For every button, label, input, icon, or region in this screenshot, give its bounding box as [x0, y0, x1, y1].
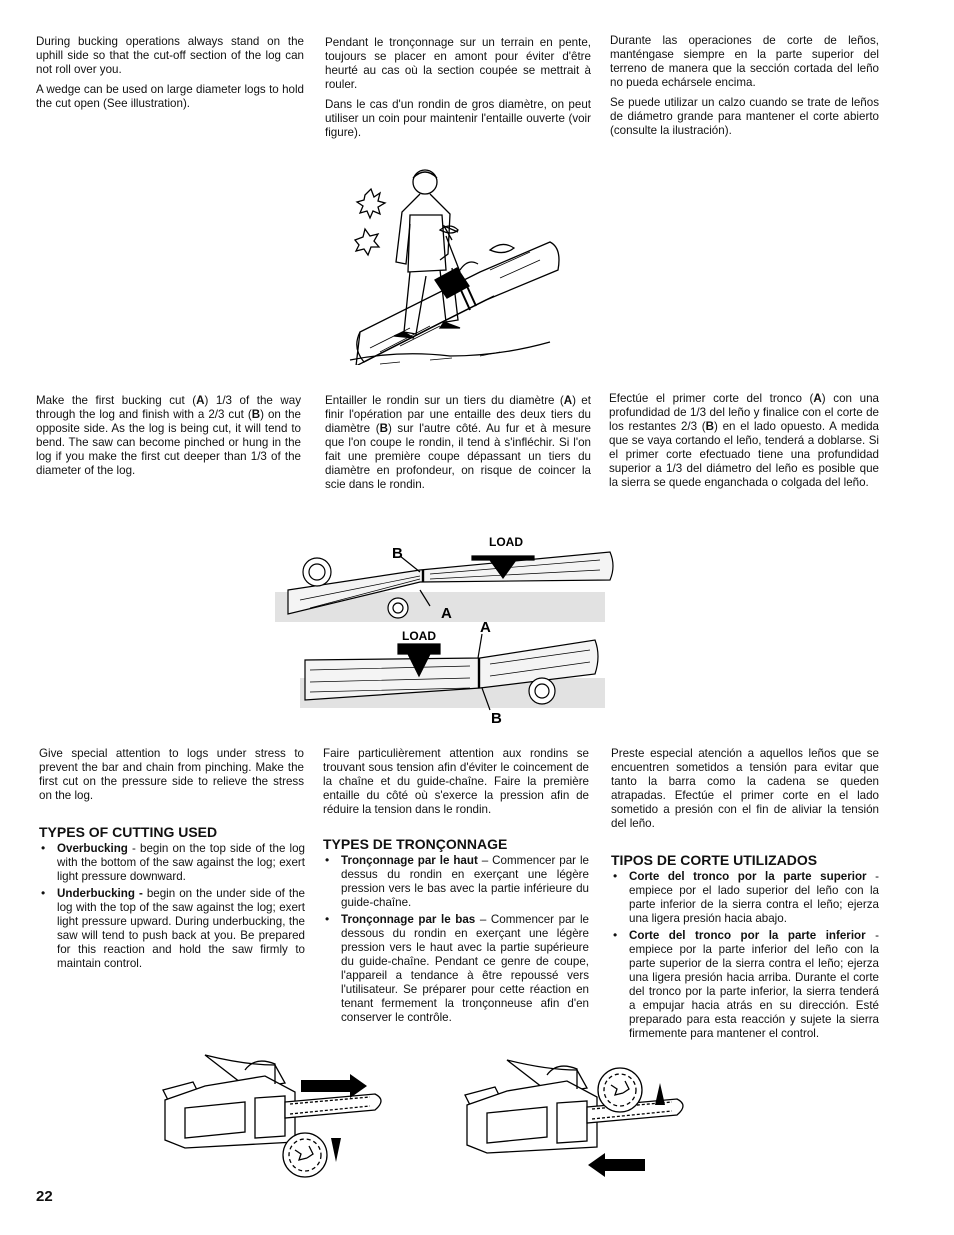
mid-en-t3: ) on the opposite side. As the log is being cut, it will tend to bend. The saw can become pinched or hung in the log if you make the first cut deeper than 1/3 of the diameter of the log.: [36, 408, 301, 477]
list-item: • Underbucking - begin on the under side of the log with the top of the saw against the log; exert light pressure upward. During underbucking, the saw will tend to push back at you. Be prepared for this reaction and hold the saw firmly to maintain control.: [39, 887, 305, 971]
mid-en: [36, 394, 301, 478]
types-list-es: [611, 870, 879, 1044]
top-fr-p2: Dans le cas d'un rondin de gros diamètre, on peut utiliser un coin pour maintenir l'entaille ouverte (voir figure).: [325, 98, 591, 139]
list-item: • Corte del tronco por la parte inferior - empiece por la parte inferior del leño con la parte superior de la sierra contra el leño; ejerza una ligera presión hacia arriba. Durante el corte del tronco por la parte inferior, la sierra tenderá a empujar hacia atrás en su dirección. Esté preparado para esta reacción y sujete la sierra firmemente para mantener el control.: [611, 929, 879, 1041]
mid-es-t2: ) con una profundidad de 1/3 del leño y finalice con el corte de los restantes 2/3 (: [609, 392, 879, 433]
stress-en: [39, 747, 304, 809]
mid-en-b: B: [251, 408, 261, 421]
top-en-p1: During bucking operations always stand on the uphill side so that the cut-off section of the log can not roll over you.: [36, 35, 304, 76]
mid-en-t2: ) 1/3 of the way through the log and finish with a 2/3 cut (: [36, 394, 301, 421]
label-b-bottom: B: [491, 710, 502, 727]
mid-fr-t2: ) et finir l'opération par une entaille des deux tiers du diamètre (: [325, 394, 591, 435]
mid-en-a: A: [196, 394, 205, 407]
stress-en-p: Give special attention to logs under stress to prevent the bar and chain from pinching. Make the first cut on the pressure side to relieve the stress on the log.: [39, 747, 304, 802]
mid-es-t1: Efectúe el primer corte del tronco (: [609, 392, 814, 405]
list-item: • Tronçonnage par le bas – Commencer par le dessous du rondin en exerçant une légère pression vers le haut avec la partie supérieure du guide-chaîne. Pendant ce genre de coupe, l'appareil a tendance à être repoussé vers l'utilisateur. Se préparer pour cette réaction en tenant fermement la tronçonneuse afin d'en conserver le contrôle.: [323, 913, 589, 1025]
top-en-p2: A wedge can be used on large diameter logs to hold the cut open (See illustration).: [36, 83, 304, 110]
label-b-top: B: [392, 545, 403, 562]
mid-fr: [325, 394, 591, 492]
types-list-en: [39, 842, 305, 974]
stress-fr: [323, 747, 589, 823]
types-heading-fr: TYPES DE TRONÇONNAGE: [323, 836, 508, 852]
types-heading-en: TYPES OF CUTTING USED: [39, 824, 218, 840]
support-left-top: [303, 558, 331, 586]
mid-es: [609, 392, 879, 490]
mid-es-b: B: [705, 420, 715, 433]
top-fr-p1: Pendant le tronçonnage sur un terrain en pente, toujours se placer en amont pour éviter d'être heurté au cas où la section coupée se mettrait à rouler.: [325, 36, 591, 91]
overbucking-illustration: [155, 1050, 395, 1180]
top-es-p2: Se puede utilizar un calzo cuando se trate de leños de diámetro grande para mantener el corte abierto (consulte la ilustración).: [610, 96, 879, 137]
underbucking-illustration: [455, 1055, 695, 1180]
mid-es-a: A: [813, 392, 822, 405]
mid-en-t1: Make the first bucking cut (: [36, 394, 197, 407]
load-label-1: LOAD: [489, 535, 523, 549]
types-list-fr: [323, 854, 589, 1028]
mid-fr-a: A: [563, 394, 573, 407]
stress-es-p: Preste especial atención a aquellos leños que se encuentren sometidos a tensión para evitar que tanto la barra como la cadena se queden atrapadas. Efectúe el primer corte en el lado sometido a presión con el fin de aliviar la tensión del leño.: [611, 747, 879, 830]
stress-es: [611, 747, 879, 837]
top-fr: [325, 36, 591, 146]
support-right-bottom: [529, 678, 555, 704]
top-en: [36, 35, 304, 117]
stress-fr-p: Faire particulièrement attention aux rondins se trouvant sous tension afin d'éviter le coincement de la chaîne et du guide-chaîne. Faire la première entaille du côté où s'exerce la pression afin de réduire la tension dans le rondin.: [323, 747, 589, 816]
types-heading-es: TIPOS DE CORTE UTILIZADOS: [611, 852, 818, 868]
support-mid-top: [388, 598, 408, 618]
mid-fr-t3: ) sur l'autre côté. Au fur et à mesure que l'on coupe le rondin, il tend à s'infléchir. Si l'on fait une première coupe dépassant un tiers du diamètre en profondeur, on risque de coincer la scie dans le rondin.: [325, 422, 591, 491]
wedge-illustration: [340, 160, 565, 365]
label-a-top: A: [441, 605, 452, 622]
mid-es-t3: ) en el lado opuesto. A medida que se vaya cortando el leño, tenderá a doblarse. Si el primer corte efectuado tiene una profundidad superior a 1/3 del diámetro del leño es posible que la sierra se quede enganchada o colgada del leño.: [609, 420, 880, 489]
label-a-bottom: A: [480, 619, 491, 636]
top-es: [610, 34, 879, 144]
load-label-2: LOAD: [402, 629, 436, 643]
log-cut-diagram: [270, 530, 615, 730]
mid-fr-t1: Entailler le rondin sur un tiers du diamètre (: [325, 394, 564, 407]
page-number: 22: [36, 1188, 53, 1205]
top-es-p1: Durante las operaciones de corte de leños, manténgase siempre en la parte superior del terreno de manera que la sección cortada del leño no pueda echársele encima.: [610, 34, 879, 89]
list-item: • Corte del tronco por la parte superior - empiece por el lado superior del leño con la parte inferior de la sierra contra el leño; ejerza una ligera presión hacia abajo.: [611, 870, 879, 926]
mid-fr-b: B: [379, 422, 388, 435]
list-item: • Overbucking - begin on the top side of the log with the bottom of the saw against the log; exert light pressure downward.: [39, 842, 305, 884]
list-item: • Tronçonnage par le haut – Commencer par le dessus du rondin en exerçant une légère pression vers le bas avec la partie inférieure du guide-chaîne.: [323, 854, 589, 910]
